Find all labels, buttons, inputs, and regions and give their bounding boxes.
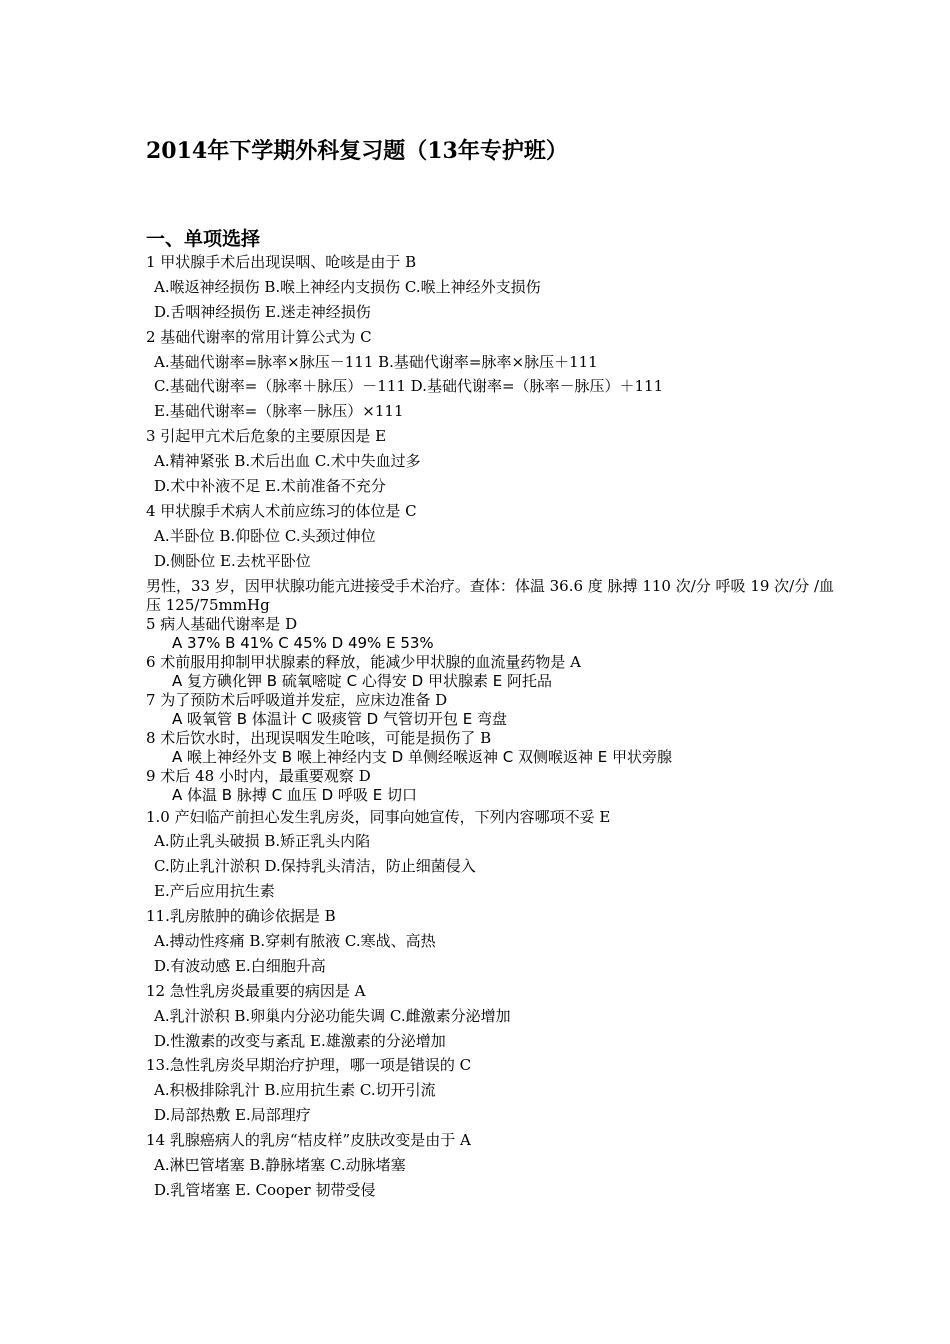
answer-options-line: A.半卧位 B.仰卧位 C.头颈过伸位 xyxy=(154,526,376,545)
answer-options-line: D.局部热敷 E.局部理疗 xyxy=(154,1106,311,1125)
question-text: 6 术前服用抑制甲状腺素的释放，能减少甲状腺的血流量药物是 A xyxy=(146,652,581,671)
document-title: 2014年下学期外科复习题（13年专护班） xyxy=(146,138,568,164)
answer-options-line: A.搏动性疼痛 B.穿刺有脓液 C.寒战、高热 xyxy=(154,932,436,951)
case-description: 男性，33 岁，因甲状腺功能亢进接受手术治疗。查体：体温 36.6 度 脉搏 110 次/分 呼吸 19 次/分 /血压 125/75mmHg xyxy=(146,576,835,614)
question-list xyxy=(146,250,846,1203)
answer-options-line: A.淋巴管堵塞 B.静脉堵塞 C.动脉堵塞 xyxy=(154,1156,406,1175)
answer-options-line: D.术中补液不足 E.术前准备不充分 xyxy=(154,477,386,496)
answer-options-line: A 体温 B 脉搏 C 血压 D 呼吸 E 切口 xyxy=(172,785,417,804)
question-text: 1.0 产妇临产前担心发生乳房炎，同事向她宣传，下列内容哪项不妥 E xyxy=(146,807,611,826)
answer-options-line: D.乳管堵塞 E. Cooper 韧带受侵 xyxy=(154,1180,376,1199)
section-heading: 一、单项选择 xyxy=(146,228,261,250)
answer-options-line: A.乳汁淤积 B.卵巢内分泌功能失调 C.雌激素分泌增加 xyxy=(154,1006,511,1025)
answer-options-line: A 喉上神经外支 B 喉上神经内支 D 单侧经喉返神 C 双侧喉返神 E 甲状旁腺 xyxy=(172,747,672,766)
answer-options-line: A 37% B 41% C 45% D 49% E 53% xyxy=(172,633,434,652)
answer-options-line: A.基础代谢率=脉率×脉压－111 B.基础代谢率=脉率×脉压＋111 xyxy=(154,352,598,371)
answer-options-line: E.产后应用抗生素 xyxy=(154,882,275,901)
answer-options-line: D.性激素的改变与紊乱 E.雄激素的分泌增加 xyxy=(154,1031,446,1050)
answer-options-line: A.积极排除乳汁 B.应用抗生素 C.切开引流 xyxy=(154,1081,436,1100)
answer-options-line: E.基础代谢率=（脉率－脉压）×111 xyxy=(154,402,404,421)
answer-options-line: D.侧卧位 E.去枕平卧位 xyxy=(154,551,311,570)
question-text: 3 引起甲亢术后危象的主要原因是 E xyxy=(146,427,387,446)
question-text: 13.急性乳房炎早期治疗护理，哪一项是错误的 C xyxy=(146,1056,472,1075)
question-text: 8 术后饮水时，出现误咽发生呛咳，可能是损伤了 B xyxy=(146,728,492,747)
answer-options-line: A.精神紧张 B.术后出血 C.术中失血过多 xyxy=(154,452,421,471)
answer-options-line: C.防止乳汁淤积 D.保持乳头清洁，防止细菌侵入 xyxy=(154,857,476,876)
question-text: 14 乳腺癌病人的乳房“桔皮样”皮肤改变是由于 A xyxy=(146,1131,471,1150)
answer-options-line: C.基础代谢率=（脉率＋脉压）－111 D.基础代谢率=（脉率－脉压）＋111 xyxy=(154,377,664,396)
answer-options-line: A 复方碘化钾 B 硫氧嘧啶 C 心得安 D 甲状腺素 E 阿托品 xyxy=(172,671,552,690)
answer-options-line: A.防止乳头破损 B.矫正乳头内陷 xyxy=(154,832,371,851)
answer-options-line: D.有波动感 E.白细胞升高 xyxy=(154,956,326,975)
question-text: 4 甲状腺手术病人术前应练习的体位是 C xyxy=(146,501,417,520)
question-text: 5 病人基础代谢率是 D xyxy=(146,614,298,633)
question-text: 1 甲状腺手术后出现误咽、呛咳是由于 B xyxy=(146,253,417,271)
answer-options-line: A 吸氧管 B 体温计 C 吸痰管 D 气管切开包 E 弯盘 xyxy=(172,709,507,728)
question-text: 12 急性乳房炎最重要的病因是 A xyxy=(146,981,366,1000)
answer-options-line: D.舌咽神经损伤 E.迷走神经损伤 xyxy=(154,302,371,321)
answer-options-line: A.喉返神经损伤 B.喉上神经内支损伤 C.喉上神经外支损伤 xyxy=(154,277,541,296)
question-text: 2 基础代谢率的常用计算公式为 C xyxy=(146,327,372,346)
question-text: 7 为了预防术后呼吸道并发症，应床边准备 D xyxy=(146,690,448,709)
question-text: 9 术后 48 小时内，最重要观察 D xyxy=(146,766,371,785)
question-text: 11.乳房脓肿的确诊依据是 B xyxy=(146,907,336,926)
